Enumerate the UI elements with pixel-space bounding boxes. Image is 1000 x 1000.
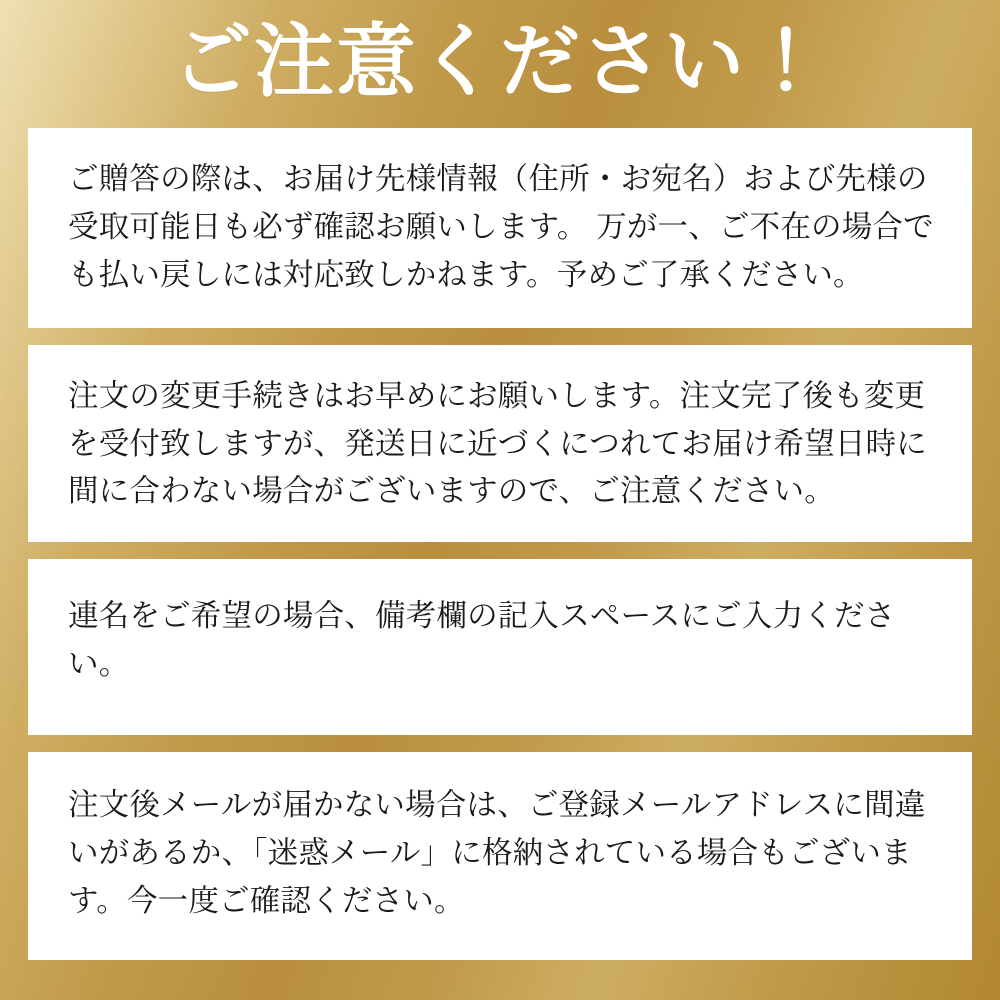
notice-card-order-mail-not-received [28, 752, 972, 960]
notice-text: 注文後メールが届かない場合は、ご登録メールアドレスに間違いがあるか、「迷惑メール」に格納されている場合もございます。今一度ご確認ください。 [68, 788, 926, 918]
notice-card-joint-names-request [28, 559, 972, 735]
page-title: ご注意ください！ [172, 17, 828, 106]
notice-text: 注文の変更手続きはお早めにお願いします。注文完了後も変更を受付致しますが、発送日に近づくにつれてお届け希望日時に間に合わない場合がございますので、ご注意ください。 [68, 378, 927, 509]
notice-card-order-change-deadline [28, 345, 972, 543]
notice-text: ご贈答の際は、お届け先様情報（住所・お宛名）および先様の受取可能日も必ず確認お願いします。 万が一、ご不在の場合でも払い戻しには対応致しかねます。予めご了承ください。 [68, 162, 934, 292]
notice-card-gift-recipient-info [28, 128, 972, 328]
notice-text: 連名をご希望の場合、備考欄の記入スペースにご入力ください。 [68, 599, 896, 682]
notice-list [0, 128, 1000, 960]
